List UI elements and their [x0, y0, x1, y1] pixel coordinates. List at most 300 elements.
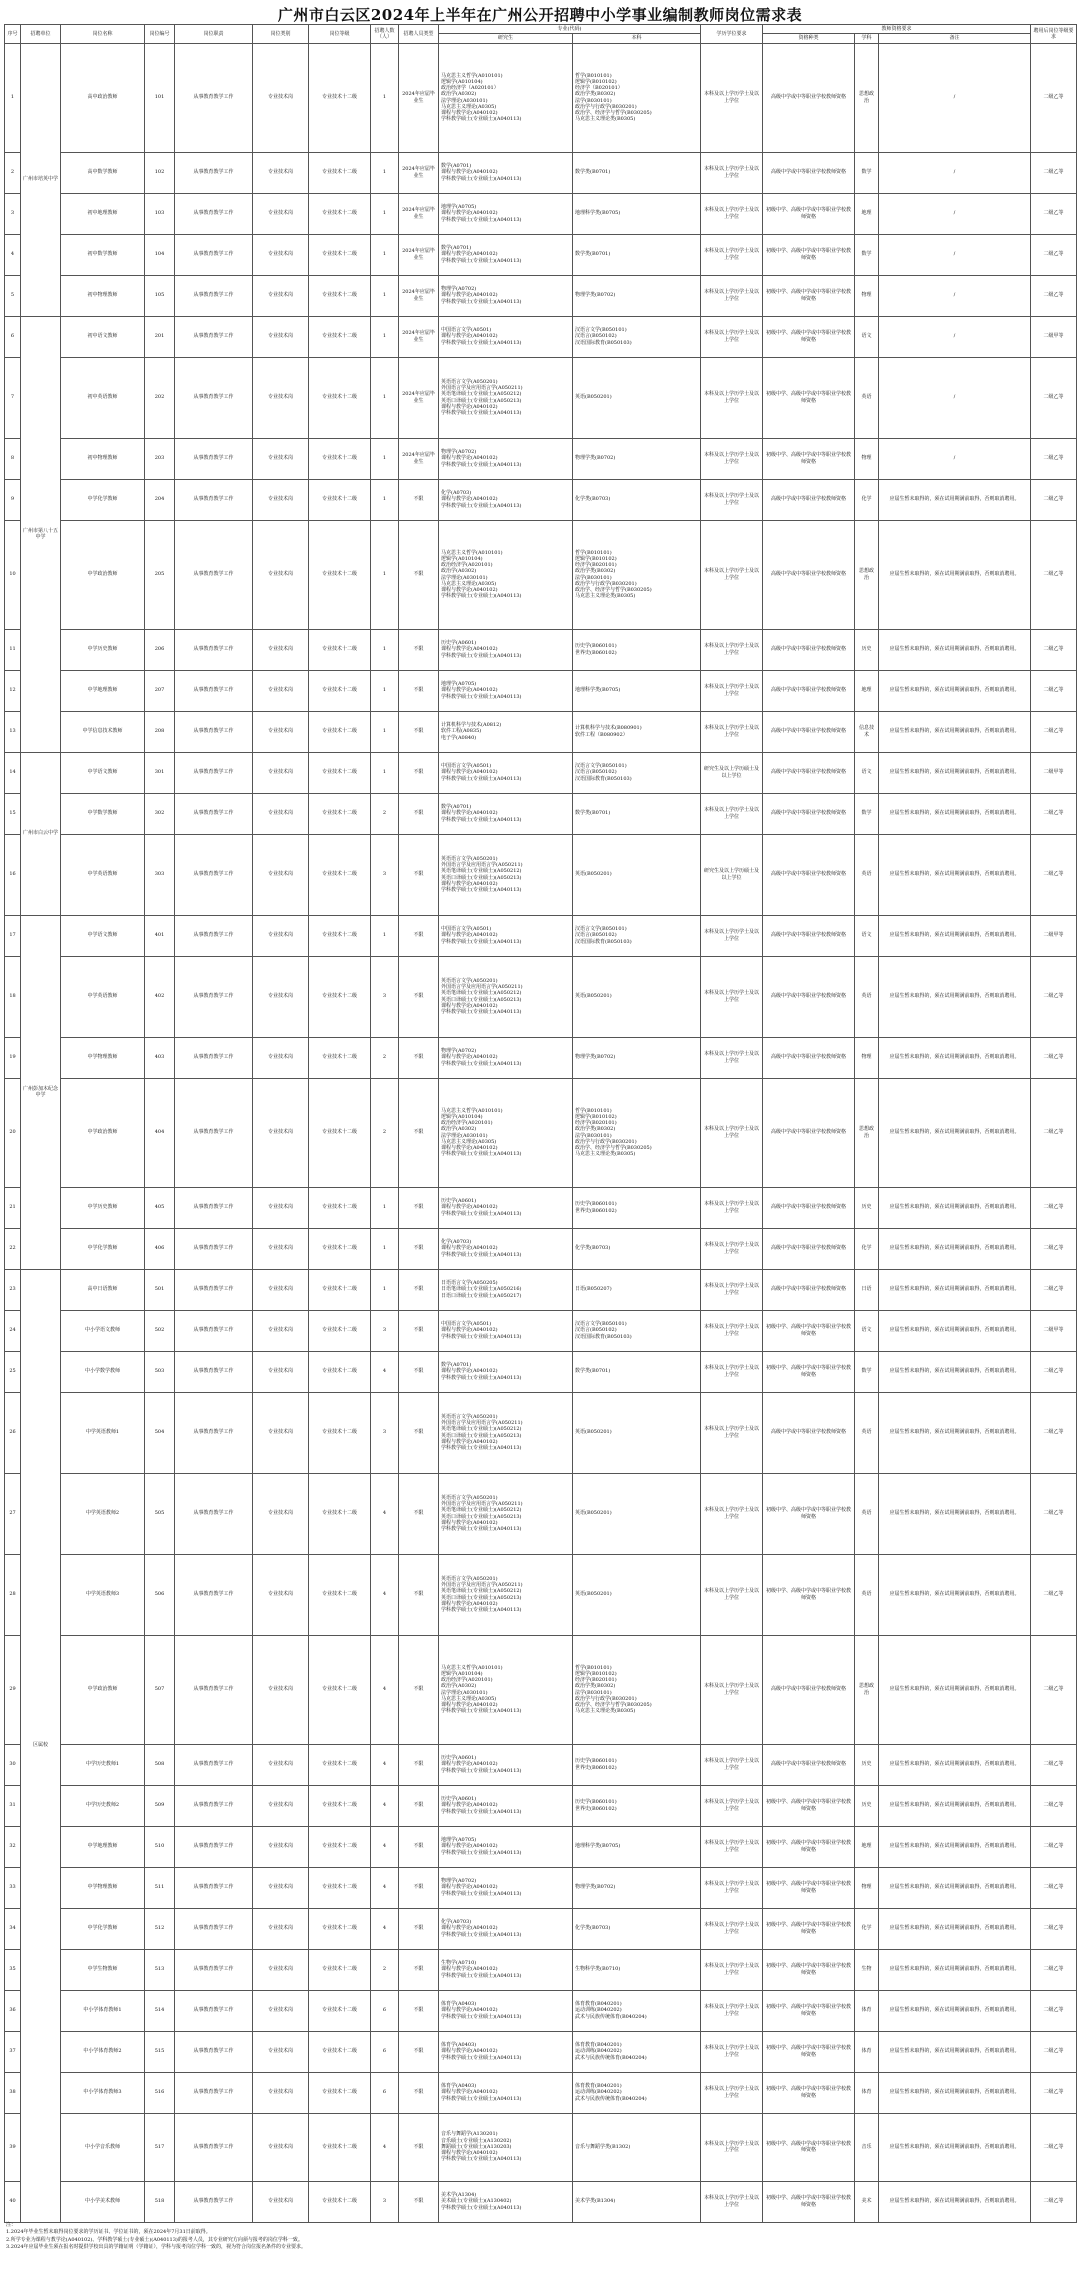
- cell-index: 27: [5, 1473, 21, 1554]
- cell-level: 二级乙等: [1031, 275, 1077, 316]
- cell-post-type: 专业技术岗: [253, 234, 309, 275]
- cell-post-type: 专业技术岗: [253, 1908, 309, 1949]
- cell-major-grad: 历史学(A0601) 课程与教学论(A040102) 学科教学硕士(专业硕士)(A040113): [439, 1187, 573, 1228]
- cell-post-code: 101: [145, 43, 175, 152]
- cell-index: 4: [5, 234, 21, 275]
- cell-qual: 初级中学、高级中学或中等职业学校教师资格: [763, 316, 855, 357]
- cell-post-level: 专业技术十二级: [309, 915, 371, 956]
- cell-post-name: 高中日语教师: [61, 1269, 145, 1310]
- cell-level: 二级乙等: [1031, 1473, 1077, 1554]
- cell-subject: 英语: [855, 1473, 879, 1554]
- cell-qual: 初级中学、高级中学或中等职业学校教师资格: [763, 2181, 855, 2222]
- cell-major-grad: 数学(A0701) 课程与教学论(A040102) 学科教学硕士(专业硕士)(A040113): [439, 234, 573, 275]
- cell-subject: 物理: [855, 1037, 879, 1078]
- cell-major-ug: 汉语言文学(B050101) 汉语言(B050102) 汉语国际教育(B050103): [573, 1310, 701, 1351]
- cell-qual: 初级中学、高级中学或中等职业学校教师资格: [763, 1310, 855, 1351]
- cell-major-grad: 历史学(A0601) 课程与教学论(A040102) 学科教学硕士(专业硕士)(A040113): [439, 1785, 573, 1826]
- cell-subject: 物理: [855, 438, 879, 479]
- cell-qual: 初级中学、高级中学或中等职业学校教师资格: [763, 1554, 855, 1635]
- cell-level: 二级乙等: [1031, 1187, 1077, 1228]
- header-row-1: [5, 25, 1077, 34]
- cell-major-grad: 英语语言文学(A050201) 外国语言学及应用语言学(A050211) 英语笔译硕士(专业硕士)(A050212) 英语口译硕士(专业硕士)(A050213) 课程与教学论(A040102) 学科教学硕士(专业硕士)(A040113): [439, 357, 573, 438]
- cell-index: 29: [5, 1635, 21, 1744]
- cell-level: 二级乙等: [1031, 711, 1077, 752]
- cell-education: 本科及以上学历学士及以上学位: [701, 2031, 763, 2072]
- cell-post-level: 专业技术十二级: [309, 1785, 371, 1826]
- cell-count: 1: [371, 1187, 399, 1228]
- cell-count: 4: [371, 1554, 399, 1635]
- cell-count: 1: [371, 193, 399, 234]
- cell-count: 4: [371, 1473, 399, 1554]
- cell-post-code: 403: [145, 1037, 175, 1078]
- cell-post-type: 专业技术岗: [253, 1351, 309, 1392]
- cell-post-name: 中学化学教师: [61, 479, 145, 520]
- cell-post-level: 专业技术十二级: [309, 1908, 371, 1949]
- cell-count: 2: [371, 1078, 399, 1187]
- table-row: [5, 479, 1077, 520]
- cell-post-level: 专业技术十二级: [309, 1037, 371, 1078]
- cell-education: 本科及以上学历学士及以上学位: [701, 670, 763, 711]
- cell-post-level: 专业技术十二级: [309, 1867, 371, 1908]
- cell-subject: 英语: [855, 1554, 879, 1635]
- cell-source: 不限: [399, 2181, 439, 2222]
- cell-major-grad: 体育学(A0403) 课程与教学论(A040102) 学科教学硕士(专业硕士)(A040113): [439, 1990, 573, 2031]
- cell-post-type: 专业技术岗: [253, 629, 309, 670]
- cell-source: 不限: [399, 915, 439, 956]
- cell-major-ug: 音乐与舞蹈学类(B1302): [573, 2113, 701, 2181]
- cell-level: 二级乙等: [1031, 1078, 1077, 1187]
- cell-subject: 语文: [855, 316, 879, 357]
- cell-qual: 高级中学或中等职业学校教师资格: [763, 956, 855, 1037]
- header-unit: 招聘单位: [21, 25, 61, 44]
- note-line: 注：: [6, 2222, 17, 2228]
- cell-post-level: 专业技术十二级: [309, 357, 371, 438]
- cell-subject: 思想政治: [855, 520, 879, 629]
- cell-major-ug: 哲学(B010101) 逻辑学(B010102) 经济学(B020101) 政治学类(B0302) 法学(B030101) 政治学与行政学(B030201) 政治学、经济学与哲学(B030205) 马克思主义理论类(B0305): [573, 1078, 701, 1187]
- cell-post-name: 中学英语教师1: [61, 1392, 145, 1473]
- cell-post-type: 专业技术岗: [253, 1392, 309, 1473]
- cell-remark: 应届生暂未取得的，须在试用期满前取得，否则取消聘用。: [879, 2113, 1031, 2181]
- cell-post-type: 专业技术岗: [253, 1187, 309, 1228]
- cell-major-grad: 化学(A0703) 课程与教学论(A040102) 学科教学硕士(专业硕士)(A040113): [439, 479, 573, 520]
- cell-education: 本科及以上学历学士及以上学位: [701, 629, 763, 670]
- cell-source: 不限: [399, 793, 439, 834]
- cell-qual: 高级中学或中等职业学校教师资格: [763, 1078, 855, 1187]
- cell-education: 研究生及以上学历硕士及以上学位: [701, 752, 763, 793]
- table-row: [5, 1990, 1077, 2031]
- cell-qual: 初级中学、高级中学或中等职业学校教师资格: [763, 1908, 855, 1949]
- cell-qual: 初级中学、高级中学或中等职业学校教师资格: [763, 357, 855, 438]
- cell-education: 本科及以上学历学士及以上学位: [701, 793, 763, 834]
- cell-subject: 英语: [855, 357, 879, 438]
- cell-source: 2024年应届毕业生: [399, 357, 439, 438]
- cell-major-ug: 汉语言文学(B050101) 汉语言(B050102) 汉语国际教育(B050103): [573, 915, 701, 956]
- cell-level: 二级乙等: [1031, 1392, 1077, 1473]
- cell-post-duty: 从事教育教学工作: [175, 915, 253, 956]
- cell-major-grad: 中国语言文学(A0501) 课程与教学论(A040102) 学科教学硕士(专业硕士)(A040113): [439, 1310, 573, 1351]
- cell-education: 本科及以上学历学士及以上学位: [701, 1867, 763, 1908]
- cell-count: 3: [371, 1310, 399, 1351]
- cell-major-grad: 物理学(A0702) 课程与教学论(A040102) 学科教学硕士(专业硕士)(A040113): [439, 438, 573, 479]
- cell-education: 本科及以上学历学士及以上学位: [701, 1826, 763, 1867]
- cell-post-code: 206: [145, 629, 175, 670]
- cell-major-ug: 英语(B050201): [573, 357, 701, 438]
- cell-qual: 初级中学、高级中学或中等职业学校教师资格: [763, 438, 855, 479]
- cell-major-grad: 体育学(A0403) 课程与教学论(A040102) 学科教学硕士(专业硕士)(A040113): [439, 2031, 573, 2072]
- cell-education: 本科及以上学历学士及以上学位: [701, 1908, 763, 1949]
- cell-post-name: 中学历史教师1: [61, 1744, 145, 1785]
- cell-subject: 思想政治: [855, 1078, 879, 1187]
- cell-qual: 高级中学或中等职业学校教师资格: [763, 1187, 855, 1228]
- cell-remark: 应届生暂未取得的，须在试用期满前取得，否则取消聘用。: [879, 1744, 1031, 1785]
- cell-index: 18: [5, 956, 21, 1037]
- cell-major-ug: 历史学(B060101) 世界史(B060102): [573, 1187, 701, 1228]
- cell-major-grad: 物理学(A0702) 课程与教学论(A040102) 学科教学硕士(专业硕士)(A040113): [439, 1867, 573, 1908]
- cell-level: 二级乙等: [1031, 2181, 1077, 2222]
- cell-index: 19: [5, 1037, 21, 1078]
- cell-source: 不限: [399, 752, 439, 793]
- cell-qual: 初级中学、高级中学或中等职业学校教师资格: [763, 2031, 855, 2072]
- cell-post-code: 509: [145, 1785, 175, 1826]
- note-line: 2.所学专业为课程与教学论(A040102)、学科教学硕士(专业硕士)(A040113)的报考人员，其专业研究方向须与报考的岗位学科一致。: [6, 2236, 303, 2243]
- cell-remark: /: [879, 357, 1031, 438]
- table-row: [5, 1826, 1077, 1867]
- cell-post-level: 专业技术十二级: [309, 2181, 371, 2222]
- cell-post-name: 中学英语教师3: [61, 1554, 145, 1635]
- cell-education: 本科及以上学历学士及以上学位: [701, 1635, 763, 1744]
- cell-level: 二级乙等: [1031, 1785, 1077, 1826]
- cell-remark: 应届生暂未取得的，须在试用期满前取得，否则取消聘用。: [879, 1473, 1031, 1554]
- cell-post-duty: 从事教育教学工作: [175, 438, 253, 479]
- cell-post-code: 104: [145, 234, 175, 275]
- cell-major-ug: 英语(B050201): [573, 1392, 701, 1473]
- cell-post-duty: 从事教育教学工作: [175, 1785, 253, 1826]
- header-source: 招聘人员类型: [399, 25, 439, 44]
- cell-level: 二级乙等: [1031, 1990, 1077, 2031]
- cell-source: 不限: [399, 1908, 439, 1949]
- cell-level: 二级甲等: [1031, 915, 1077, 956]
- cell-major-ug: 汉语言文学(B050101) 汉语言(B050102) 汉语国际教育(B050103): [573, 752, 701, 793]
- cell-unit: 广州市第八十五中学: [21, 316, 61, 752]
- cell-remark: 应届生暂未取得的，须在试用期满前取得，否则取消聘用。: [879, 1228, 1031, 1269]
- cell-count: 1: [371, 1228, 399, 1269]
- cell-education: 本科及以上学历学士及以上学位: [701, 479, 763, 520]
- cell-count: 1: [371, 479, 399, 520]
- cell-post-code: 401: [145, 915, 175, 956]
- cell-subject: 日语: [855, 1269, 879, 1310]
- cell-post-name: 中学信息技术教师: [61, 711, 145, 752]
- cell-level: 二级乙等: [1031, 2113, 1077, 2181]
- cell-count: 3: [371, 956, 399, 1037]
- cell-subject: 体育: [855, 1990, 879, 2031]
- cell-post-duty: 从事教育教学工作: [175, 234, 253, 275]
- cell-subject: 地理: [855, 670, 879, 711]
- cell-count: 1: [371, 152, 399, 193]
- cell-qual: 高级中学或中等职业学校教师资格: [763, 152, 855, 193]
- cell-post-duty: 从事教育教学工作: [175, 629, 253, 670]
- header-major-grad: 研究生: [439, 34, 573, 43]
- table-row: [5, 1473, 1077, 1554]
- cell-level: 二级乙等: [1031, 1826, 1077, 1867]
- cell-subject: 思想政治: [855, 43, 879, 152]
- table-row: [5, 1744, 1077, 1785]
- cell-post-code: 303: [145, 834, 175, 915]
- cell-subject: 数学: [855, 1351, 879, 1392]
- cell-post-duty: 从事教育教学工作: [175, 793, 253, 834]
- cell-major-grad: 地理学(A0705) 课程与教学论(A040102) 学科教学硕士(专业硕士)(A040113): [439, 193, 573, 234]
- cell-post-duty: 从事教育教学工作: [175, 357, 253, 438]
- cell-remark: 应届生暂未取得的，须在试用期满前取得，否则取消聘用。: [879, 2181, 1031, 2222]
- cell-post-name: 初中语文教师: [61, 316, 145, 357]
- cell-source: 不限: [399, 670, 439, 711]
- cell-remark: 应届生暂未取得的，须在试用期满前取得，否则取消聘用。: [879, 1554, 1031, 1635]
- table-row: [5, 2181, 1077, 2222]
- cell-major-grad: 化学(A0703) 课程与教学论(A040102) 学科教学硕士(专业硕士)(A040113): [439, 1228, 573, 1269]
- cell-post-code: 502: [145, 1310, 175, 1351]
- cell-count: 4: [371, 1351, 399, 1392]
- cell-level: 二级乙等: [1031, 1037, 1077, 1078]
- cell-post-duty: 从事教育教学工作: [175, 834, 253, 915]
- cell-index: 34: [5, 1908, 21, 1949]
- cell-post-type: 专业技术岗: [253, 2113, 309, 2181]
- table-body: [5, 43, 1077, 2222]
- cell-major-grad: 美术学(A1304) 美术硕士(专业硕士)(A130402) 学科教学硕士(专业硕士)(A040113): [439, 2181, 573, 2222]
- cell-education: 本科及以上学历学士及以上学位: [701, 520, 763, 629]
- cell-education: 本科及以上学历学士及以上学位: [701, 1785, 763, 1826]
- cell-subject: 数学: [855, 793, 879, 834]
- cell-index: 21: [5, 1187, 21, 1228]
- cell-subject: 音乐: [855, 2113, 879, 2181]
- cell-remark: /: [879, 234, 1031, 275]
- cell-source: 不限: [399, 629, 439, 670]
- cell-subject: 思想政治: [855, 1635, 879, 1744]
- cell-post-duty: 从事教育教学工作: [175, 479, 253, 520]
- cell-qual: 初级中学、高级中学或中等职业学校教师资格: [763, 1473, 855, 1554]
- cell-post-code: 503: [145, 1351, 175, 1392]
- cell-index: 3: [5, 193, 21, 234]
- cell-major-grad: 地理学(A0705) 课程与教学论(A040102) 学科教学硕士(专业硕士)(A040113): [439, 670, 573, 711]
- cell-subject: 英语: [855, 834, 879, 915]
- cell-level: 二级乙等: [1031, 357, 1077, 438]
- cell-subject: 美术: [855, 2181, 879, 2222]
- table-row: [5, 275, 1077, 316]
- cell-major-ug: 地理科学类(B0705): [573, 1826, 701, 1867]
- cell-subject: 化学: [855, 1228, 879, 1269]
- cell-remark: 应届生暂未取得的，须在试用期满前取得，否则取消聘用。: [879, 1310, 1031, 1351]
- cell-post-code: 510: [145, 1826, 175, 1867]
- note-line: 1.2024年毕业生暂未取得岗位要求的学历证书、学位证书的，须在2024年7月31日前取得。: [6, 2229, 211, 2236]
- cell-source: 不限: [399, 1473, 439, 1554]
- cell-education: 本科及以上学历学士及以上学位: [701, 1949, 763, 1990]
- cell-education: 本科及以上学历学士及以上学位: [701, 1744, 763, 1785]
- cell-post-type: 专业技术岗: [253, 1785, 309, 1826]
- cell-post-type: 专业技术岗: [253, 357, 309, 438]
- cell-qual: 初级中学、高级中学或中等职业学校教师资格: [763, 193, 855, 234]
- cell-post-duty: 从事教育教学工作: [175, 43, 253, 152]
- cell-index: 17: [5, 915, 21, 956]
- cell-level: 二级乙等: [1031, 1867, 1077, 1908]
- cell-source: 2024年应届毕业生: [399, 438, 439, 479]
- cell-post-name: 中小学体育教师3: [61, 2072, 145, 2113]
- cell-post-name: 初中数学教师: [61, 234, 145, 275]
- cell-level: 二级乙等: [1031, 2072, 1077, 2113]
- cell-post-name: 中学化学教师: [61, 1908, 145, 1949]
- cell-post-name: 中学物理教师: [61, 1037, 145, 1078]
- cell-post-code: 205: [145, 520, 175, 629]
- cell-index: 37: [5, 2031, 21, 2072]
- cell-post-name: 中学化学教师: [61, 1228, 145, 1269]
- cell-subject: 化学: [855, 1908, 879, 1949]
- cell-education: 本科及以上学历学士及以上学位: [701, 316, 763, 357]
- cell-index: 7: [5, 357, 21, 438]
- cell-subject: 数学: [855, 152, 879, 193]
- cell-post-duty: 从事教育教学工作: [175, 2072, 253, 2113]
- page-title: 广州市白云区2024年上半年在广州公开招聘中小学事业编制教师岗位需求表: [277, 6, 803, 24]
- cell-qual: 初级中学、高级中学或中等职业学校教师资格: [763, 1867, 855, 1908]
- cell-source: 不限: [399, 2072, 439, 2113]
- cell-major-grad: 历史学(A0601) 课程与教学论(A040102) 学科教学硕士(专业硕士)(A040113): [439, 629, 573, 670]
- table-row: [5, 316, 1077, 357]
- cell-qual: 高级中学或中等职业学校教师资格: [763, 1744, 855, 1785]
- cell-post-type: 专业技术岗: [253, 1744, 309, 1785]
- cell-post-level: 专业技术十二级: [309, 711, 371, 752]
- cell-level: 二级乙等: [1031, 1635, 1077, 1744]
- cell-index: 8: [5, 438, 21, 479]
- cell-count: 6: [371, 1990, 399, 2031]
- cell-index: 38: [5, 2072, 21, 2113]
- cell-subject: 生物: [855, 1949, 879, 1990]
- cell-subject: 英语: [855, 1392, 879, 1473]
- cell-post-level: 专业技术十二级: [309, 1744, 371, 1785]
- cell-education: 本科及以上学历学士及以上学位: [701, 1392, 763, 1473]
- cell-post-code: 504: [145, 1392, 175, 1473]
- cell-post-level: 专业技术十二级: [309, 670, 371, 711]
- cell-level: 二级乙等: [1031, 834, 1077, 915]
- cell-qual: 高级中学或中等职业学校教师资格: [763, 793, 855, 834]
- cell-remark: /: [879, 275, 1031, 316]
- cell-major-grad: 马克思主义哲学(A010101) 逻辑学(A010104) 政治经济学(A020101) 政治学(A0302) 法学理论(A030101) 马克思主义理论(A0305) 课程与教学论(A040102) 学科教学硕士(专业硕士)(A040113): [439, 1635, 573, 1744]
- cell-level: 二级乙等: [1031, 193, 1077, 234]
- cell-subject: 语文: [855, 752, 879, 793]
- cell-subject: 语文: [855, 1310, 879, 1351]
- cell-education: 本科及以上学历学士及以上学位: [701, 152, 763, 193]
- header-post-code: 岗位编号: [145, 25, 175, 44]
- cell-major-grad: 中国语言文学(A0501) 课程与教学论(A040102) 学科教学硕士(专业硕士)(A040113): [439, 915, 573, 956]
- cell-major-ug: 物理学类(B0702): [573, 438, 701, 479]
- cell-post-type: 专业技术岗: [253, 793, 309, 834]
- cell-count: 1: [371, 43, 399, 152]
- cell-level: 二级乙等: [1031, 520, 1077, 629]
- cell-major-ug: 数学类(B0701): [573, 1351, 701, 1392]
- cell-post-type: 专业技术岗: [253, 834, 309, 915]
- cell-level: 二级乙等: [1031, 1949, 1077, 1990]
- cell-index: 15: [5, 793, 21, 834]
- cell-post-level: 专业技术十二级: [309, 1269, 371, 1310]
- cell-qual: 高级中学或中等职业学校教师资格: [763, 1037, 855, 1078]
- table-row: [5, 1078, 1077, 1187]
- cell-post-code: 506: [145, 1554, 175, 1635]
- cell-post-name: 中学政治教师: [61, 520, 145, 629]
- cell-remark: 应届生暂未取得的，须在试用期满前取得，否则取消聘用。: [879, 520, 1031, 629]
- cell-remark: 应届生暂未取得的，须在试用期满前取得，否则取消聘用。: [879, 1078, 1031, 1187]
- table-row: [5, 193, 1077, 234]
- cell-level: 二级乙等: [1031, 629, 1077, 670]
- table-row: [5, 1187, 1077, 1228]
- cell-post-duty: 从事教育教学工作: [175, 1037, 253, 1078]
- cell-index: 26: [5, 1392, 21, 1473]
- cell-subject: 语文: [855, 915, 879, 956]
- job-table: [4, 24, 1077, 2223]
- cell-major-grad: 化学(A0703) 课程与教学论(A040102) 学科教学硕士(专业硕士)(A040113): [439, 1908, 573, 1949]
- table-row: [5, 1392, 1077, 1473]
- cell-major-grad: 马克思主义哲学(A010101) 逻辑学(A010104) 政治经济学(A020101) 政治学(A0302) 法学理论(A030101) 马克思主义理论(A0305) 课程与教学论(A040102) 学科教学硕士(专业硕士)(A040113): [439, 1078, 573, 1187]
- cell-count: 1: [371, 316, 399, 357]
- cell-post-name: 初中物理教师: [61, 438, 145, 479]
- table-row: [5, 2072, 1077, 2113]
- cell-education: 本科及以上学历学士及以上学位: [701, 1037, 763, 1078]
- cell-subject: 历史: [855, 629, 879, 670]
- cell-education: 本科及以上学历学士及以上学位: [701, 357, 763, 438]
- cell-remark: 应届生暂未取得的，须在试用期满前取得，否则取消聘用。: [879, 1949, 1031, 1990]
- cell-count: 1: [371, 1269, 399, 1310]
- cell-count: 4: [371, 1908, 399, 1949]
- cell-level: 二级乙等: [1031, 956, 1077, 1037]
- cell-remark: 应届生暂未取得的，须在试用期满前取得，否则取消聘用。: [879, 793, 1031, 834]
- table-row: [5, 1635, 1077, 1744]
- cell-post-code: 203: [145, 438, 175, 479]
- cell-subject: 物理: [855, 275, 879, 316]
- cell-qual: 高级中学或中等职业学校教师资格: [763, 834, 855, 915]
- cell-post-duty: 从事教育教学工作: [175, 2113, 253, 2181]
- cell-major-ug: 历史学(B060101) 世界史(B060102): [573, 1744, 701, 1785]
- cell-post-code: 404: [145, 1078, 175, 1187]
- header-post-type: 岗位类别: [253, 25, 309, 44]
- table-row: [5, 1867, 1077, 1908]
- cell-index: 35: [5, 1949, 21, 1990]
- cell-post-level: 专业技术十二级: [309, 1351, 371, 1392]
- cell-post-level: 专业技术十二级: [309, 1826, 371, 1867]
- cell-source: 2024年应届毕业生: [399, 152, 439, 193]
- cell-source: 不限: [399, 1037, 439, 1078]
- cell-major-ug: 生物科学类(B0710): [573, 1949, 701, 1990]
- table-row: [5, 357, 1077, 438]
- cell-post-level: 专业技术十二级: [309, 234, 371, 275]
- cell-education: 本科及以上学历学士及以上学位: [701, 2072, 763, 2113]
- cell-post-type: 专业技术岗: [253, 193, 309, 234]
- cell-post-name: 中学历史教师: [61, 629, 145, 670]
- cell-post-type: 专业技术岗: [253, 1949, 309, 1990]
- cell-post-type: 专业技术岗: [253, 1635, 309, 1744]
- cell-source: 不限: [399, 1744, 439, 1785]
- cell-level: 二级乙等: [1031, 43, 1077, 152]
- table-row: [5, 834, 1077, 915]
- cell-source: 2024年应届毕业生: [399, 234, 439, 275]
- cell-post-duty: 从事教育教学工作: [175, 1635, 253, 1744]
- cell-qual: 初级中学、高级中学或中等职业学校教师资格: [763, 1826, 855, 1867]
- cell-post-name: 中学语文教师: [61, 915, 145, 956]
- cell-post-name: 中学历史教师: [61, 1187, 145, 1228]
- cell-qual: 高级中学或中等职业学校教师资格: [763, 670, 855, 711]
- cell-qual: 初级中学、高级中学或中等职业学校教师资格: [763, 234, 855, 275]
- cell-post-duty: 从事教育教学工作: [175, 1310, 253, 1351]
- cell-level: 二级乙等: [1031, 1908, 1077, 1949]
- cell-subject: 地理: [855, 1826, 879, 1867]
- cell-post-name: 中小学体育教师1: [61, 1990, 145, 2031]
- cell-index: 20: [5, 1078, 21, 1187]
- cell-post-level: 专业技术十二级: [309, 2072, 371, 2113]
- cell-subject: 历史: [855, 1785, 879, 1826]
- cell-source: 不限: [399, 1635, 439, 1744]
